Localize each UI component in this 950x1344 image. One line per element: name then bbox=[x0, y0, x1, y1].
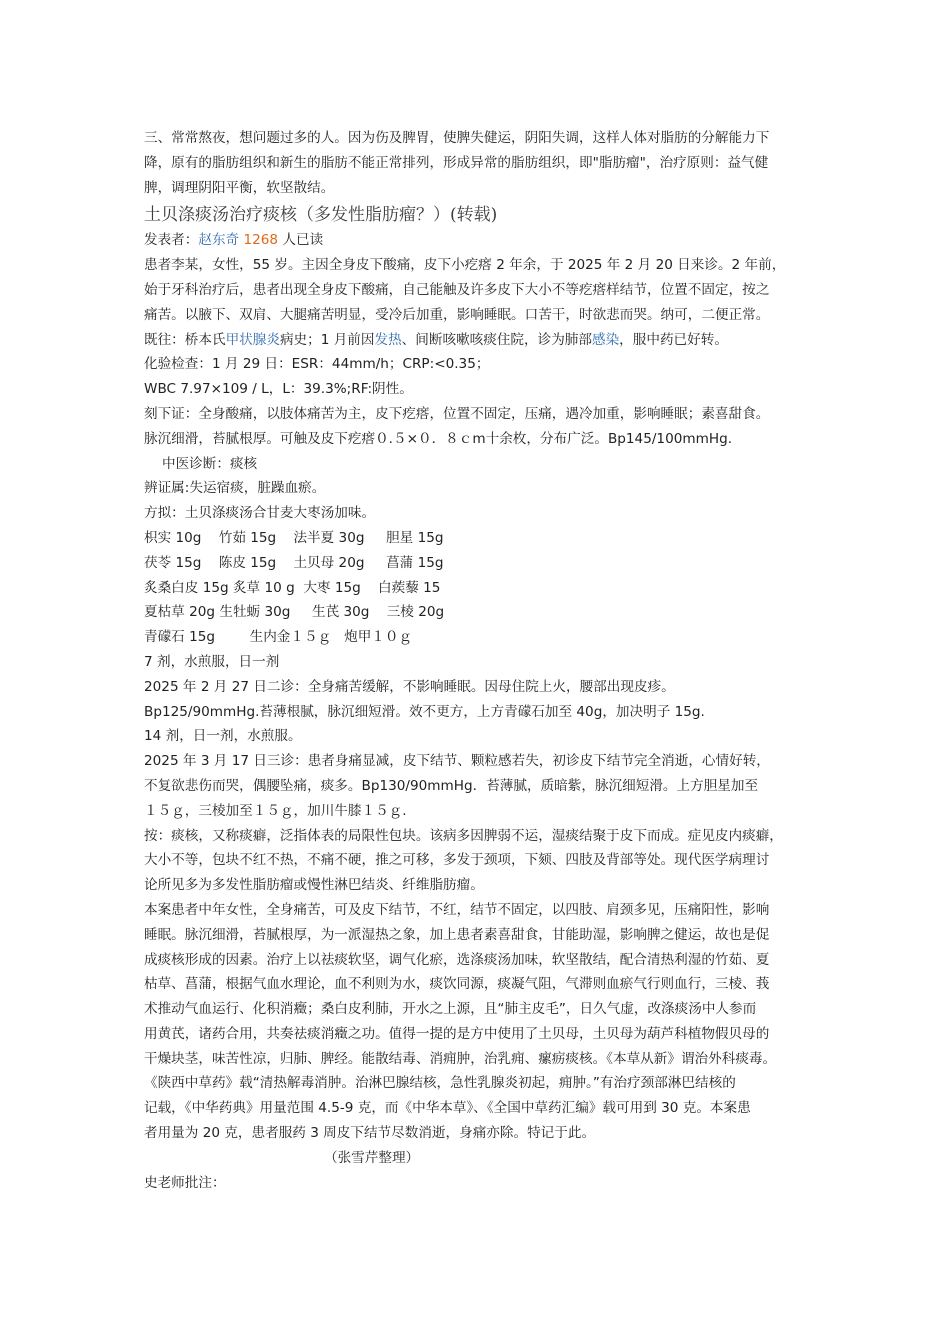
diagnosis-line: 中医诊断：痰核 bbox=[162, 455, 258, 472]
intro-line-1: 三、常常熬夜，想问题过多的人。因为伤及脾胃，使脾失健运，阴阳失调，这样人体对脂肪的分解能力下 bbox=[144, 130, 770, 146]
history-text-b: 病史；1 月前因 bbox=[279, 331, 375, 348]
intro-line-2: 降，原有的脂肪组织和新生的脂肪不能正常排列，形成异常的脂肪组织，即"脂肪瘤"，治疗原则：益气健 bbox=[144, 154, 769, 171]
fever-link[interactable]: 发热 bbox=[374, 331, 402, 348]
analysis-line: 者用量为 20 克，患者服药 3 周皮下结节尽数消逝，身痛亦除。特记于此。 bbox=[144, 1125, 596, 1142]
symptom-line-1: 刻下证：全身酸痛，以肢体痛苦为主，皮下疙瘩，位置不固定，压痛，遇冷加重，影响睡眠；素喜甜食。 bbox=[144, 405, 770, 422]
analysis-line: 干燥块茎，味苦性凉，归肺、脾经。能散结毒、消痈肿，治乳痈、瘰疬痰核。《本草从新》谓治外科痰毒。 bbox=[144, 1050, 777, 1067]
visit2-line-3: 14 剂，日一剂，水煎服。 bbox=[144, 728, 302, 745]
analysis-line: 枯草、菖蒲，根据气血水理论，血不利则为水，痰饮同源，痰凝气阻，气滞则血瘀气行则血行，三棱、莪 bbox=[144, 976, 770, 993]
lab-line-2: WBC 7.97×109 / L，L：39.3%;RF:阴性。 bbox=[144, 381, 413, 398]
symptom-line-2: 脉沉细滑，苔腻根厚。可触及皮下疙瘩０.５×０．８ｃm十余枚，分布广泛。Bp145/100mmHg. bbox=[144, 430, 733, 447]
herb-row: 炙桑白皮 15g 炙草 10 g 大枣 15g 白蒺藜 15 bbox=[144, 579, 441, 596]
analysis-line: 《陕西中草药》载“清热解毒消肿。治淋巴腺结核，急性乳腺炎初起，痈肿。”有治疗颈部淋巴结核的 bbox=[144, 1075, 736, 1092]
analysis-line: 记载，《中华药典》用量范围 4.5-9 克，而《中华本草》、《全国中草药汇编》载可用到 30 克。本案患 bbox=[144, 1100, 751, 1117]
signature: （张雪芹整理） bbox=[324, 1149, 420, 1166]
intro-line-3: 脾，调理阴阳平衡，软坚散结。 bbox=[144, 179, 335, 196]
herb-row: 茯苓 15g 陈皮 15g 土贝母 20g 菖蒲 15g bbox=[144, 554, 444, 571]
visit3-line-2: 不复欲悲伤而哭，偶腰坠痛，痰多。Bp130/90mmHg．苔薄腻，质暗紫，脉沉细短滑。上方胆星加至 bbox=[144, 777, 759, 794]
read-suffix: 人已读 bbox=[278, 232, 324, 249]
document-page bbox=[144, 126, 814, 1195]
case-line-3: 痛苦。以腋下、双肩、大腿痛苦明显，受冷后加重，影响睡眠。口苦干，时欲悲而哭。纳可，二便正常。 bbox=[144, 306, 770, 323]
author-label: 发表者： bbox=[144, 232, 199, 249]
case-line-2: 始于牙科治疗后，患者出现全身皮下酸痛，自己能触及许多皮下大小不等疙瘩样结节，位置不固定，按之 bbox=[144, 281, 770, 298]
infection-link[interactable]: 感染 bbox=[591, 331, 620, 348]
visit2-line-1: 2025 年 2 月 27 日二诊：全身痛苦缓解，不影响睡眠。因母住院上火，腰部出现皮疹。 bbox=[144, 678, 675, 695]
visit3-line-1: 2025 年 3 月 17 日三诊：患者身痛显减，皮下结节、颗粒感若失，初诊皮下结节完全消逝，心情好转， bbox=[144, 753, 770, 770]
commentary-line: 按：痰核，又称痰癖，泛指体表的局限性包块。该病多因脾弱不运，湿痰结聚于皮下而成。症见皮内痰癖， bbox=[144, 827, 783, 844]
herb-row: 夏枯草 20g 生牡蛎 30g 生芪 30g 三棱 20g bbox=[144, 604, 445, 621]
history-text-a: 既往：桥本氏 bbox=[144, 331, 226, 348]
herb-row: 枳实 10g 竹茹 15g 法半夏 30g 胆星 15g bbox=[144, 529, 444, 546]
analysis-line: 用黄芪，诸药合用，共奏祛痰消癥之功。值得一提的是方中使用了土贝母，土贝母为葫芦科植物假贝母的 bbox=[144, 1025, 770, 1042]
history-text-c: 、间断咳嗽咳痰住院，诊为肺部 bbox=[401, 331, 592, 348]
visit3-line-3: １５ｇ，三棱加至１５ｇ，加川牛膝１５ｇ. bbox=[144, 802, 407, 819]
herb-row: 青礞石 15g 生内金１５ｇ 炮甲１０ｇ bbox=[144, 629, 413, 646]
commentary-line: 论所见多为多发性脂肪瘤或慢性淋巴结炎、纤维脂肪瘤。 bbox=[144, 877, 484, 894]
analysis-line: 本案患者中年女性，全身痛苦，可及皮下结节，不红，结节不固定，以四肢、肩颈多见，压痛阳性，影响 bbox=[144, 901, 770, 918]
formula-line: 方拟：土贝涤痰汤合甘麦大枣汤加味。 bbox=[144, 505, 376, 522]
author-line bbox=[144, 228, 814, 253]
visit2-line-2: Bp125/90mmHg.苔薄根腻，脉沉细短滑。效不更方，上方青礞石加至 40g，加决明子 15g. bbox=[144, 703, 705, 720]
commentary-line: 大小不等，包块不红不热，不痛不硬，推之可移，多发于颈项，下颏、四肢及背部等处。现代医学病理讨 bbox=[144, 852, 770, 869]
dosage-line: 7 剂，水煎服，日一剂 bbox=[144, 653, 280, 670]
history-text-d: ，服中药已好转。 bbox=[619, 331, 728, 348]
read-count: 1268 bbox=[243, 232, 279, 249]
lab-line-1: 化验检查：1 月 29 日：ESR：44mm/h；CRP:<0.35； bbox=[144, 356, 490, 373]
article-title: 土贝涤痰汤治疗痰核（多发性脂肪瘤？）(转载) bbox=[144, 205, 498, 226]
thyroiditis-link[interactable]: 甲状腺炎 bbox=[225, 331, 280, 348]
history-line bbox=[144, 328, 814, 353]
syndrome-line: 辨证属:失运宿痰，脏躁血瘀。 bbox=[144, 480, 326, 497]
case-line-1: 患者李某，女性，55 岁。主因全身皮下酸痛，皮下小疙瘩 2 年余，于 2025 年 2 月 20 日来诊。2 年前， bbox=[144, 257, 786, 274]
analysis-line: 睡眠。脉沉细滑，苔腻根厚，为一派湿热之象，加上患者素喜甜食，甘能助湿，影响脾之健运，故也是促 bbox=[144, 926, 770, 943]
teacher-note: 史老师批注： bbox=[144, 1174, 226, 1191]
author-link[interactable]: 赵东奇 bbox=[198, 232, 240, 249]
analysis-line: 术推动气血运行、化积消癥；桑白皮利肺，开水之上源，且“肺主皮毛”，日久气虚，改涤痰汤中人参而 bbox=[144, 1001, 757, 1018]
analysis-line: 成痰核形成的因素。治疗上以祛痰软坚，调气化瘀，选涤痰汤加味，软坚散结，配合清热利湿的竹茹、夏 bbox=[144, 951, 770, 968]
